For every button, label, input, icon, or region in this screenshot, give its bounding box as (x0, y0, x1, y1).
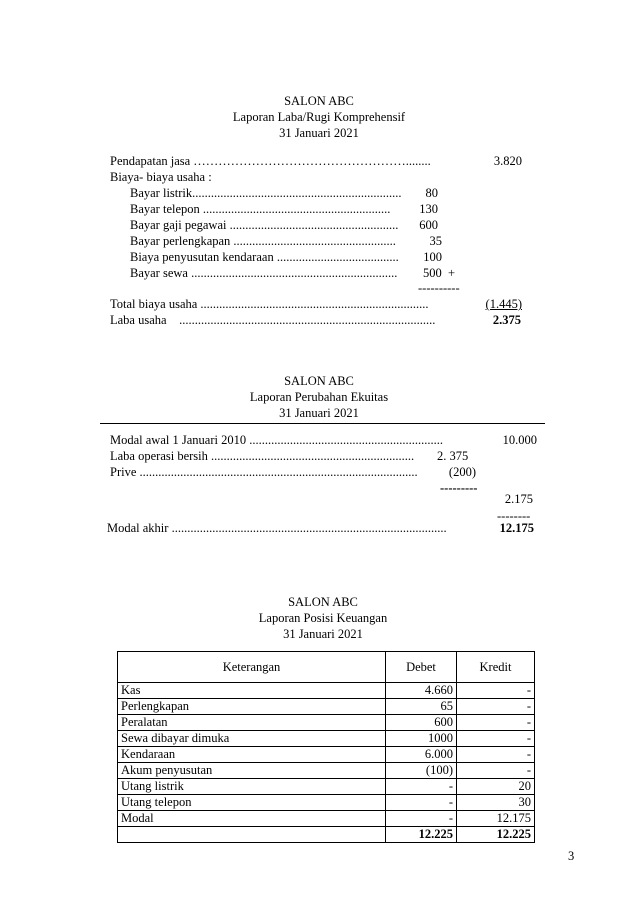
expense-label: Bayar gaji pegawai ...................................................... (130, 218, 399, 232)
table-row (118, 763, 535, 779)
income-date: 31 Januari 2021 (279, 126, 359, 140)
row-description: Akum penyusutan (118, 763, 386, 779)
drawings-label: Prive ......................................................................................... (110, 465, 418, 479)
header-description: Keterangan (118, 652, 386, 683)
row-debit: (100) (386, 763, 457, 779)
table-row (118, 715, 535, 731)
expense-value: 130 (419, 202, 438, 216)
row-debit: 6.000 (386, 747, 457, 763)
subtotal-value: 2.175 (504, 492, 533, 506)
row-credit: - (457, 699, 535, 715)
operating-profit-value: 2.375 (492, 313, 521, 327)
revenue-label: Pendapatan jasa ……………………………………………........ (110, 154, 431, 168)
closing-capital-label: Modal akhir ........................................................................................ (107, 521, 447, 535)
dashes: -------- (497, 509, 531, 523)
row-description: Perlengkapan (118, 699, 386, 715)
equity-title: Laporan Perubahan Ekuitas (249, 390, 389, 404)
table-row (118, 747, 535, 763)
expense-label: Bayar sewa .................................................................. (130, 266, 398, 280)
opening-capital-label: Modal awal 1 Januari 2010 .............................................................. (110, 433, 443, 447)
table-row (118, 811, 535, 827)
row-description: Utang listrik (118, 779, 386, 795)
row-description: Kas (118, 683, 386, 699)
expenses-heading: Biaya- biaya usaha : (110, 170, 212, 184)
table-row (118, 683, 535, 699)
expense-label: Bayar telepon ............................................................ (130, 202, 391, 216)
row-debit: - (386, 811, 457, 827)
row-debit: - (386, 795, 457, 811)
row-credit: - (457, 763, 535, 779)
equity-date: 31 Januari 2021 (279, 406, 359, 420)
net-income-label: Laba operasi bersih ................................................................. (110, 449, 415, 463)
expense-label: Biaya penyusutan kendaraan ....................................... (130, 250, 399, 264)
dashes: --------- (440, 481, 478, 495)
header-credit: Kredit (457, 652, 535, 683)
closing-capital-value: 12.175 (499, 521, 534, 535)
opening-capital-value: 10.000 (502, 433, 537, 447)
expense-value: 35 (429, 234, 442, 248)
expense-value: 600 (419, 218, 438, 232)
table-row (118, 795, 535, 811)
page-number: 3 (568, 849, 575, 863)
row-description: Modal (118, 811, 386, 827)
balance-table (117, 651, 535, 843)
row-credit: 12.175 (457, 811, 535, 827)
equity-company: SALON ABC (284, 374, 354, 388)
row-debit: 600 (386, 715, 457, 731)
total-credit: 12.225 (457, 827, 535, 843)
income-company: SALON ABC (284, 94, 354, 108)
row-description: Kendaraan (118, 747, 386, 763)
row-debit: 65 (386, 699, 457, 715)
row-description: Utang telepon (118, 795, 386, 811)
expense-label: Bayar perlengkapan .................................................... (130, 234, 396, 248)
income-title: Laporan Laba/Rugi Komprehensif (232, 110, 406, 124)
total-expenses-value: (1.445) (485, 297, 522, 311)
row-description: Peralatan (118, 715, 386, 731)
row-credit: - (457, 683, 535, 699)
balance-date: 31 Januari 2021 (283, 627, 363, 641)
row-credit: - (457, 747, 535, 763)
row-credit: 20 (457, 779, 535, 795)
total-debit: 12.225 (386, 827, 457, 843)
sum-dashes: ---------- (418, 281, 460, 295)
net-income-value: 2. 375 (437, 449, 469, 463)
total-description (118, 827, 386, 843)
expense-value: 100 (423, 250, 442, 264)
row-debit: 1000 (386, 731, 457, 747)
total-expenses-label: Total biaya usaha ......................................................................... (110, 297, 429, 311)
table-header-row (118, 652, 535, 683)
header-debit: Debet (386, 652, 457, 683)
expense-value: 500 + (423, 266, 456, 280)
row-debit: 4.660 (386, 683, 457, 699)
table-row (118, 699, 535, 715)
row-debit: - (386, 779, 457, 795)
table-row (118, 731, 535, 747)
divider (100, 423, 545, 424)
expense-label: Bayar listrik................................................................... (130, 186, 402, 200)
balance-title: Laporan Posisi Keuangan (258, 611, 388, 625)
row-credit: 30 (457, 795, 535, 811)
row-description: Sewa dibayar dimuka (118, 731, 386, 747)
row-credit: - (457, 715, 535, 731)
row-credit: - (457, 731, 535, 747)
expense-value: 80 (425, 186, 438, 200)
table-row (118, 779, 535, 795)
operating-profit-label: Laba usaha .................................................................................. (110, 313, 436, 327)
drawings-value: (200) (448, 465, 476, 479)
revenue-value: 3.820 (493, 154, 522, 168)
balance-company: SALON ABC (288, 595, 358, 609)
table-total-row (118, 827, 535, 843)
